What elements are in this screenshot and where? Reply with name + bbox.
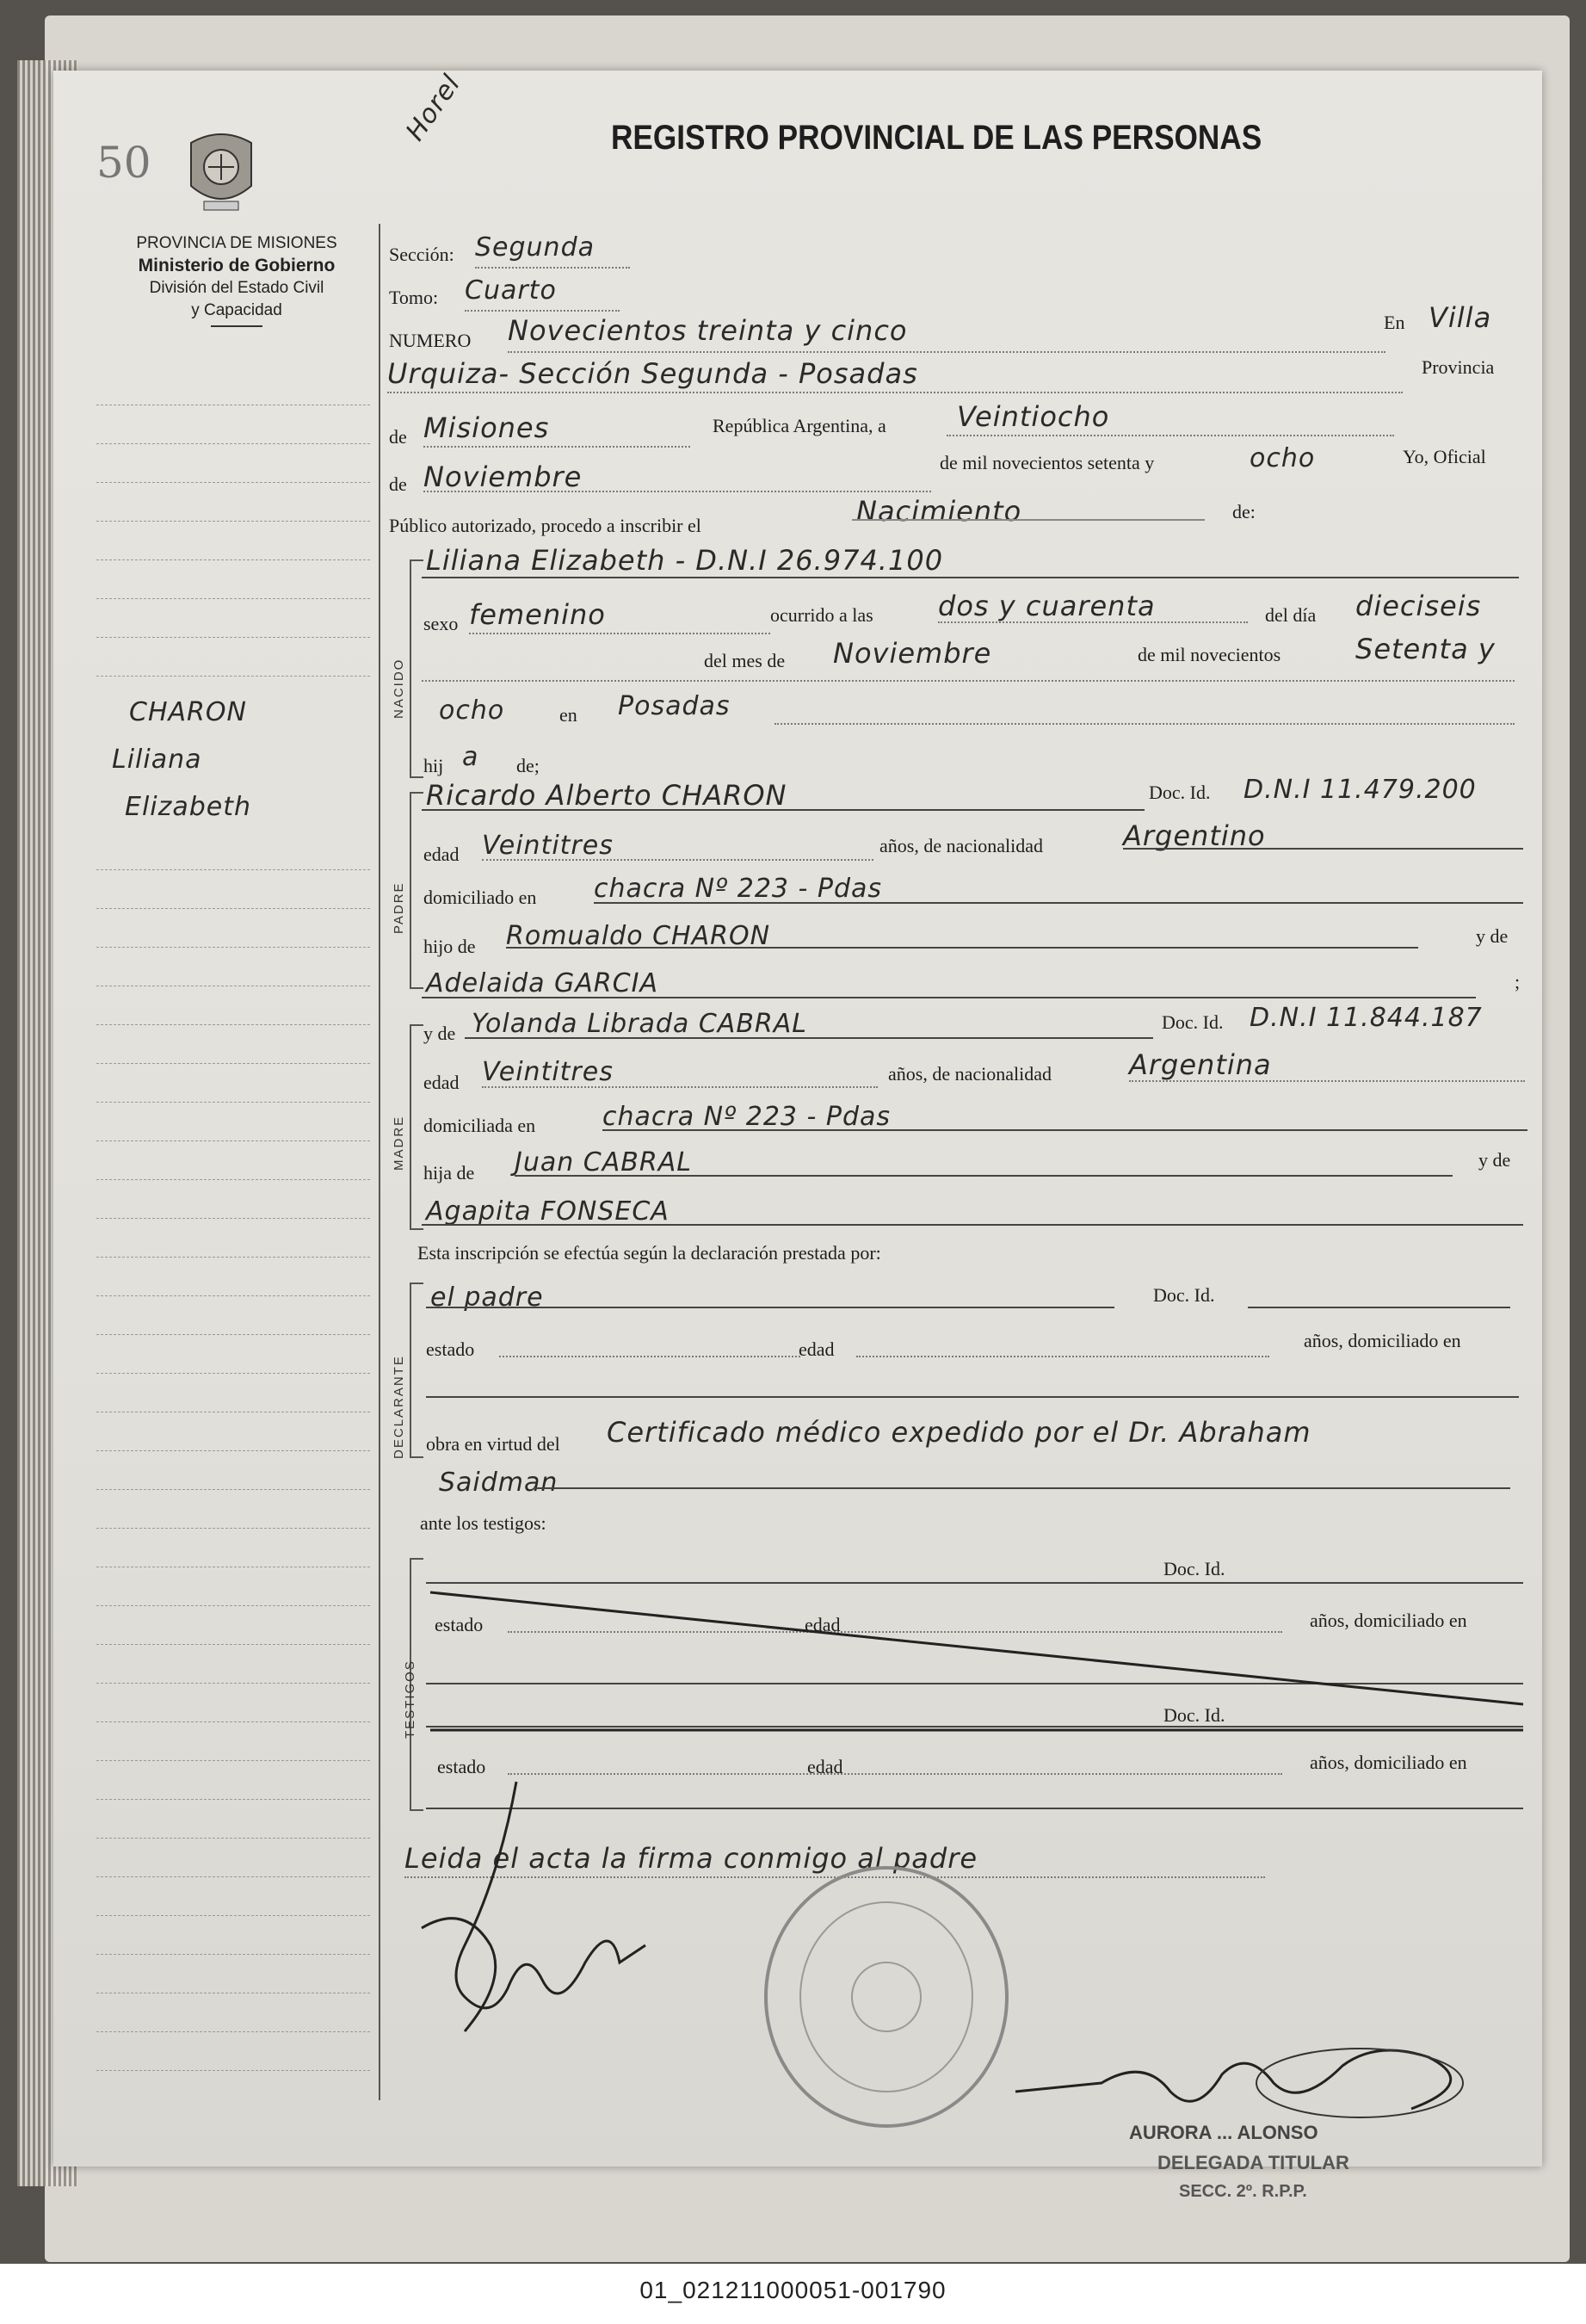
value-abuela-materna: Agapita FONSECA: [426, 1196, 670, 1227]
ministry-line-2: Ministerio de Gobierno: [138, 256, 336, 275]
official-seal: [757, 1859, 1015, 2135]
value-tomo: Cuarto: [465, 275, 557, 306]
label-publico: Público autorizado, procedo a inscribir el: [389, 515, 701, 536]
label-doc-testigo2: Doc. Id.: [1163, 1704, 1225, 1726]
label-y-de-madre: y de: [423, 1023, 456, 1044]
signature-oficial: [998, 2031, 1480, 2135]
value-abuelo-materno: Juan CABRAL: [515, 1147, 692, 1177]
bracket-nacido: [410, 559, 423, 778]
label-y-de-padre: y de: [1476, 925, 1509, 947]
label-en-lugar-nac: en: [559, 704, 577, 726]
label-edad-padre: edad: [423, 844, 460, 865]
value-domicilio-madre: chacra Nº 223 - Pdas: [602, 1102, 892, 1132]
ministry-line-4: y Capacidad: [191, 301, 282, 319]
margin-note-surname: CHARON: [129, 697, 247, 727]
label-yo-oficial: Yo, Oficial: [1403, 446, 1486, 467]
value-nacionalidad-madre: Argentina: [1129, 1048, 1272, 1081]
value-edad-madre: Veintitres: [482, 1057, 614, 1087]
label-republica: República Argentina, a: [713, 415, 886, 436]
label-semicolon: ;: [1515, 971, 1521, 992]
label-ocurrido: ocurrido a las: [770, 604, 873, 626]
label-hij: hij: [423, 755, 444, 776]
label-edad-declarante: edad: [799, 1338, 835, 1360]
label-doc-madre: Doc. Id.: [1162, 1011, 1224, 1033]
label-de-provincia: de: [389, 426, 407, 448]
value-declarante: el padre: [430, 1283, 544, 1313]
label-doc-declarante: Doc. Id.: [1153, 1284, 1215, 1306]
value-hora: dos y cuarenta: [938, 590, 1156, 622]
signature-padre: [413, 1773, 671, 2049]
label-estado-testigo2: estado: [437, 1756, 486, 1777]
value-doc-padre: D.N.I 11.479.200: [1243, 775, 1477, 805]
label-de-colon: de:: [1232, 501, 1256, 522]
label-hija-de: hija de: [423, 1162, 475, 1184]
label-doc-padre: Doc. Id.: [1149, 782, 1211, 803]
side-label-madre: MADRE: [392, 1115, 406, 1171]
value-numero: Novecientos treinta y cinco: [508, 314, 908, 347]
label-domicilio-padre: domiciliado en: [423, 887, 537, 908]
value-hij-suffix: a: [462, 742, 479, 772]
label-sexo: sexo: [423, 613, 459, 634]
value-sexo: femenino: [469, 598, 606, 631]
ministry-line-3: División del Estado Civil: [149, 279, 324, 297]
label-del-mes: del mes de: [704, 650, 786, 671]
label-estado-declarante: estado: [426, 1338, 475, 1360]
margin-note-name-2: Elizabeth: [125, 792, 252, 822]
ministry-block: [77, 232, 396, 327]
label-esta-inscripcion: Esta inscripción se efectúa según la declaración prestada por:: [417, 1242, 881, 1264]
document-title: REGISTRO PROVINCIAL DE LAS PERSONAS: [611, 119, 1262, 157]
label-edad-testigo1: edad: [805, 1614, 841, 1635]
value-lugar-linea2: Urquiza- Sección Segunda - Posadas: [387, 357, 918, 390]
value-dia-inscripcion: Veintiocho: [957, 400, 1110, 433]
label-provincia: Provincia: [1422, 356, 1495, 378]
label-nacionalidad-padre: años, de nacionalidad: [879, 835, 1043, 856]
officer-name: AURORA ... ALONSO: [1129, 2122, 1318, 2143]
bracket-declarante: [410, 1283, 423, 1458]
value-domicilio-padre: chacra Nº 223 - Pdas: [594, 874, 883, 904]
label-en: En: [1384, 312, 1405, 333]
side-label-declarante: DECLARANTE: [392, 1355, 406, 1459]
label-de-mil: de mil novecientos setenta y: [940, 452, 1155, 473]
value-nacido-nombre: Liliana Elizabeth - D.N.I 26.974.100: [426, 544, 944, 577]
label-de-mil-nov: de mil novecientos: [1138, 644, 1281, 665]
value-provincia: Misiones: [423, 411, 550, 444]
bracket-madre: [410, 1024, 423, 1230]
label-anos-dom-testigo2: años, domiciliado en: [1310, 1752, 1467, 1773]
value-seccion: Segunda: [475, 232, 595, 263]
label-del-dia: del día: [1265, 604, 1317, 626]
value-nacionalidad-padre: Argentino: [1123, 819, 1266, 852]
page-number: 50: [96, 138, 151, 188]
side-label-nacido: NACIDO: [392, 658, 406, 719]
label-nacionalidad-madre: años, de nacionalidad: [888, 1063, 1052, 1085]
officer-title: DELEGADA TITULAR: [1157, 2152, 1349, 2173]
label-anos-dom-testigo1: años, domiciliado en: [1310, 1610, 1467, 1631]
label-y-de-madre2: y de: [1478, 1149, 1511, 1171]
value-obra-cont: Saidman: [439, 1468, 558, 1498]
provincial-crest-icon: [182, 126, 260, 215]
value-doc-madre: D.N.I 11.844.187: [1250, 1003, 1483, 1033]
value-en-lugar: Villa: [1429, 301, 1492, 334]
label-estado-testigo1: estado: [435, 1614, 484, 1635]
label-ante-testigos: ante los testigos:: [420, 1512, 546, 1534]
value-lugar-nac: Posadas: [618, 691, 731, 721]
label-de-semicolon: de;: [516, 755, 540, 776]
value-mes: Noviembre: [833, 637, 992, 670]
label-obra: obra en virtud del: [426, 1433, 560, 1455]
value-dia: dieciseis: [1355, 590, 1482, 622]
value-cierre: Leida el acta la firma conmigo al padre: [404, 1842, 978, 1875]
ministry-line-1: PROVINCIA DE MISIONES: [136, 234, 337, 252]
value-madre-nombre: Yolanda Librada CABRAL: [472, 1009, 807, 1039]
value-obra: Certificado médico expedido por el Dr. Abraham: [607, 1416, 1311, 1449]
value-edad-padre: Veintitres: [482, 831, 614, 861]
label-hijo-de: hijo de: [423, 936, 476, 957]
value-abuelo-paterno: Romualdo CHARON: [506, 921, 771, 951]
value-acto: Nacimiento: [856, 495, 1022, 528]
margin-divider: [379, 224, 380, 2100]
corner-note: Horel: [400, 69, 467, 147]
image-code: 01_021211000051-001790: [639, 2277, 947, 2303]
value-anio: Setenta y: [1355, 633, 1496, 665]
value-padre-nombre: Ricardo Alberto CHARON: [426, 779, 787, 812]
label-seccion: Sección:: [389, 244, 454, 265]
value-mes-inscripcion: Noviembre: [423, 460, 583, 493]
side-label-testigos: TESTIGOS: [403, 1660, 417, 1739]
label-doc-testigo1: Doc. Id.: [1163, 1558, 1225, 1579]
label-de-mes: de: [389, 473, 407, 495]
label-anos-dom-declarante: años, domiciliado en: [1304, 1330, 1461, 1351]
value-abuela-paterna: Adelaida GARCIA: [426, 968, 658, 998]
label-numero: NUMERO: [389, 330, 472, 351]
bracket-padre: [410, 792, 423, 989]
value-anio-inscripcion: ocho: [1250, 443, 1316, 473]
value-anio-cont: ocho: [439, 695, 505, 726]
side-label-padre: PADRE: [392, 881, 406, 934]
label-tomo: Tomo:: [389, 287, 439, 308]
label-edad-madre: edad: [423, 1072, 460, 1093]
label-domicilio-madre: domiciliada en: [423, 1115, 536, 1136]
label-edad-testigo2: edad: [807, 1756, 843, 1777]
margin-note-name-1: Liliana: [112, 745, 202, 775]
officer-unit: SECC. 2º. R.P.P.: [1179, 2182, 1307, 2201]
